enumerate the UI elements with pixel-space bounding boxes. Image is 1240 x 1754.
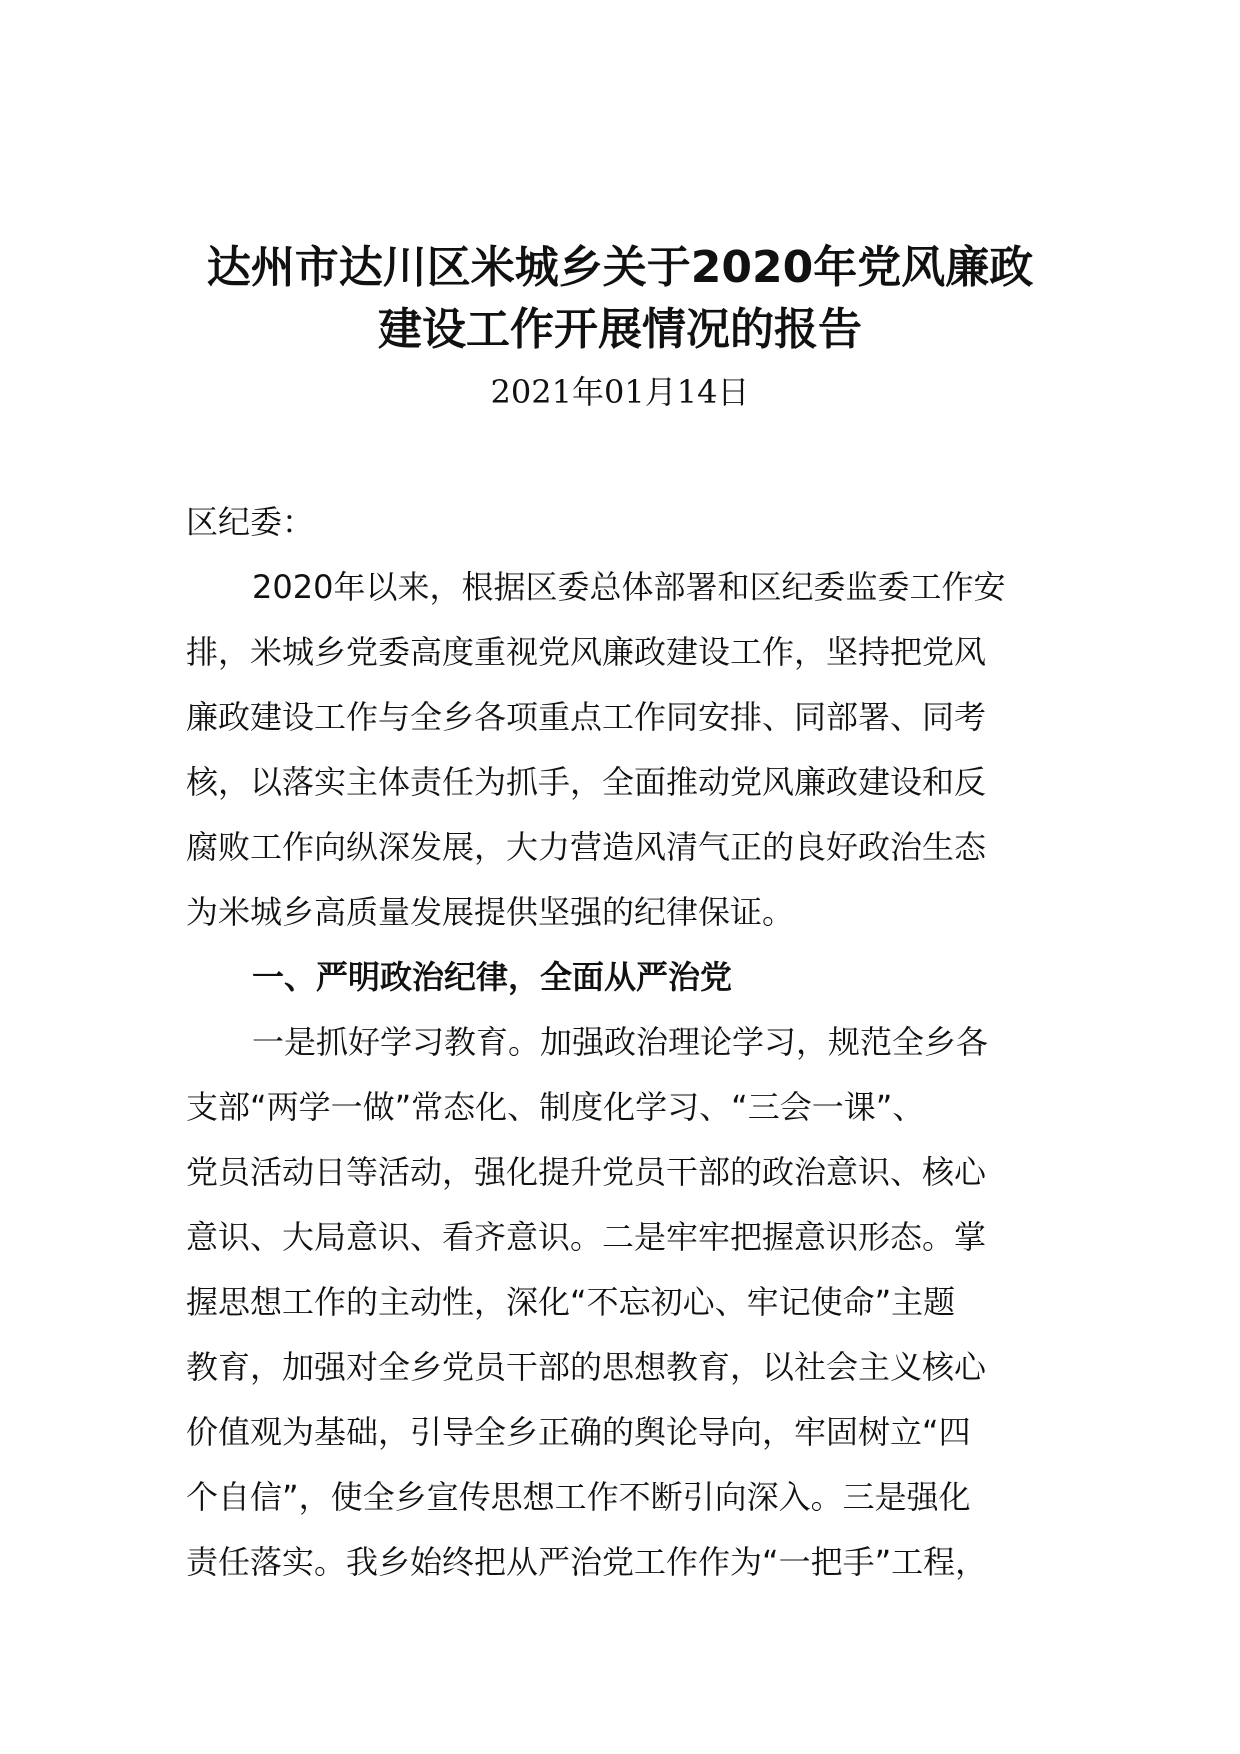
body-line: 握思想工作的主动性，深化“不忘初心、牢记使命”主题 <box>186 1283 956 1321</box>
body-line: 个自信”，使全乡宣传思想工作不断引向深入。三是强化 <box>186 1478 971 1516</box>
body-line: 一是抓好学习教育。加强政治理论学习，规范全乡各 <box>252 1023 989 1061</box>
body-line: 责任落实。我乡始终把从严治党工作作为“一把手”工程， <box>186 1543 988 1581</box>
body-line: 核，以落实主体责任为抓手，全面推动党风廉政建设和反 <box>186 763 987 801</box>
salutation: 区纪委： <box>186 503 315 541</box>
body-line: 腐败工作向纵深发展，大力营造风清气正的良好政治生态 <box>186 828 987 866</box>
body-line: 廉政建设工作与全乡各项重点工作同安排、同部署、同考 <box>186 698 987 736</box>
document-body <box>186 490 1066 1595</box>
document-title-line-1: 达州市达川区米城乡关于2020年党风廉政 <box>206 242 1034 293</box>
body-line: 为米城乡高质量发展提供坚强的纪律保证。 <box>186 893 795 931</box>
body-line: 排，米城乡党委高度重视党风廉政建设工作，坚持把党风 <box>186 633 987 671</box>
document-title-line-2: 建设工作开展情况的报告 <box>378 304 862 355</box>
body-line: 教育，加强对全乡党员干部的思想教育，以社会主义核心 <box>186 1348 987 1386</box>
body-line: 支部“两学一做”常态化、制度化学习、“三会一课”、 <box>186 1088 925 1126</box>
body-line: 党员活动日等活动，强化提升党员干部的政治意识、核心 <box>186 1153 987 1191</box>
body-line: 意识、大局意识、看齐意识。二是牢牢把握意识形态。掌 <box>186 1218 987 1256</box>
section-heading: 一、严明政治纪律，全面从严治党 <box>252 958 733 996</box>
body-line: 2020年以来，根据区委总体部署和区纪委监委工作安 <box>252 568 1006 606</box>
body-line: 价值观为基础，引导全乡正确的舆论导向，牢固树立“四 <box>186 1413 971 1451</box>
document-date: 2021年01月14日 <box>490 373 750 411</box>
